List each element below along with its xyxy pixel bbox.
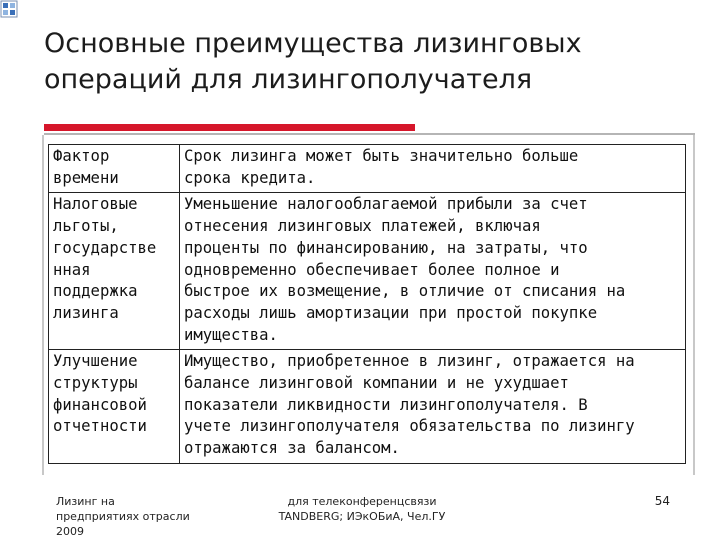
description-line: проценты по финансированию, на затраты, что	[184, 238, 588, 257]
footer-left-line: 2009	[56, 525, 84, 538]
table-row	[49, 145, 686, 193]
description-cell	[180, 145, 686, 193]
description-line: одновременно обеспечивает более полное и	[184, 260, 560, 279]
factor-line: Улучшение	[53, 352, 138, 371]
factor-line: лизинга	[53, 303, 119, 322]
factor-line: льготы,	[53, 217, 119, 236]
description-line: срока кредита.	[184, 168, 316, 187]
title-underline-red	[44, 124, 415, 131]
slide-title-line: операций для лизингополучателя	[44, 64, 533, 95]
factor-line: финансовой	[53, 395, 147, 414]
description-line: Уменьшение налогооблагаемой прибыли за счет	[184, 195, 588, 214]
table-row	[49, 350, 686, 464]
description-cell	[180, 193, 686, 350]
factor-cell	[49, 145, 180, 193]
slide-corner-icon	[0, 0, 18, 18]
description-line: расходы лишь амортизации при простой покупке	[184, 303, 598, 322]
factor-line: Налоговые	[53, 195, 138, 214]
factor-line: нная	[53, 260, 91, 279]
factor-cell	[49, 193, 180, 350]
factor-line: поддержка	[53, 282, 138, 301]
description-line: учете лизингополучателя обязательства по лизингу	[184, 417, 635, 436]
description-line: Имущество, приобретенное в лизинг, отражается на	[184, 352, 635, 371]
footer-center-line: TANDBERG; ИЭкОБиА, Чел.ГУ	[278, 510, 446, 523]
page-number: 54	[654, 494, 670, 508]
advantages-table	[48, 144, 686, 464]
factor-line: структуры	[53, 374, 138, 393]
factor-line: отчетности	[53, 417, 147, 436]
factor-line: государстве	[53, 238, 157, 257]
description-line: имущества.	[184, 325, 278, 344]
description-line: отнесения лизинговых платежей, включая	[184, 217, 541, 236]
description-line: показатели ликвидности лизингополучателя. В	[184, 395, 588, 414]
slide-title-line: Основные преимущества лизинговых	[44, 28, 582, 59]
description-line: быстрое их возмещение, в отличие от списания на	[184, 282, 626, 301]
footer-center-line: для телеконференцсвязи	[287, 495, 437, 508]
factor-line: времени	[53, 168, 119, 187]
footer-left-line: Лизинг на	[56, 495, 115, 508]
description-line: отражаются за балансом.	[184, 439, 400, 458]
factor-cell	[49, 350, 180, 464]
factor-line: Фактор	[53, 147, 110, 165]
description-line: Срок лизинга может быть значительно больше	[184, 147, 579, 165]
footer-center	[262, 494, 462, 524]
description-line: балансе лизинговой компании и не ухудшает	[184, 374, 569, 393]
footer-left-line: предприятиях отрасли	[56, 510, 190, 523]
slide-title	[44, 26, 684, 98]
footer-left	[56, 494, 216, 539]
description-cell	[180, 350, 686, 464]
table-row	[49, 193, 686, 350]
